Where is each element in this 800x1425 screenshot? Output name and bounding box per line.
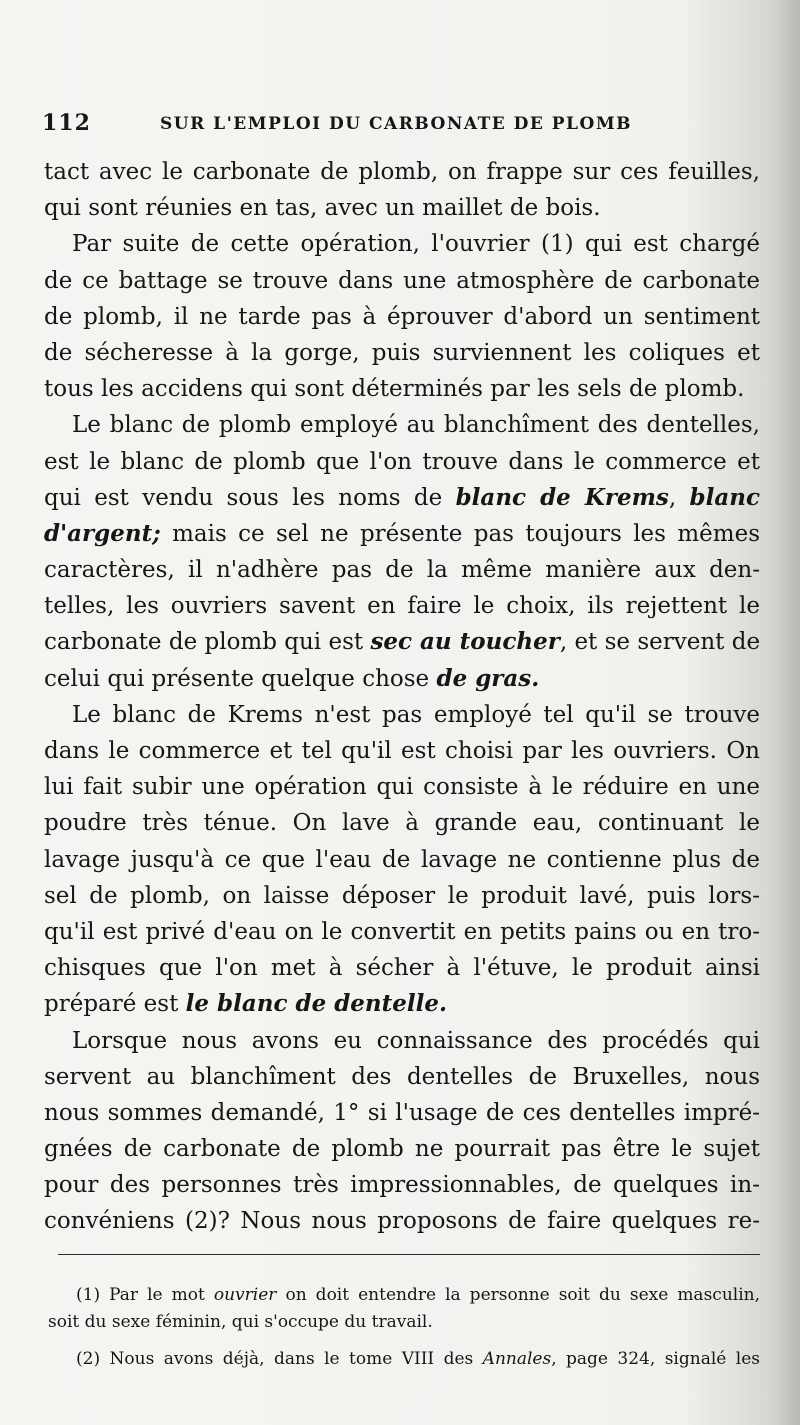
- text-line: servent au blanchîment des dentelles de Bruxelles, nous: [44, 1063, 760, 1090]
- italic-term: blanc de Krems: [455, 483, 669, 511]
- text-line: convéniens (2)? Nous nous proposons de faire quelques re-: [44, 1208, 760, 1235]
- text-line: [44, 516, 760, 552]
- paragraph-start-line: Le blanc de Krems n'est pas employé tel qu'il se trouve: [72, 701, 760, 728]
- text-run: celui qui présente quelque chose: [44, 665, 437, 692]
- text-run: (2) Nous avons déjà, dans le tome VIII des: [76, 1349, 483, 1369]
- text-run: ,: [668, 484, 690, 511]
- italic-term: d'argent;: [44, 519, 161, 547]
- italic-term: Annales: [482, 1349, 552, 1369]
- text-run: carbonate de plomb qui est: [44, 629, 371, 656]
- text-line: nous sommes demandé, 1° si l'usage de ces dentelles impré-: [44, 1099, 760, 1126]
- text-line: [44, 661, 760, 697]
- text-line: [44, 986, 760, 1022]
- italic-term: sec au toucher: [370, 628, 560, 656]
- paragraph-start-line: Par suite de cette opération, l'ouvrier (1) qui est chargé: [72, 231, 760, 258]
- footnote-1-continued: soit du sexe féminin, qui s'occupe du travail.: [48, 1312, 433, 1332]
- text-run: préparé est: [44, 991, 186, 1018]
- text-line: de plomb, il ne tarde pas à éprouver d'abord un sentiment: [44, 303, 760, 330]
- text-line: sel de plomb, on laisse déposer le produit lavé, puis lors-: [44, 882, 760, 909]
- text-line: pour des personnes très impressionnables, de quelques in-: [44, 1172, 760, 1199]
- italic-term: ouvrier: [213, 1285, 277, 1305]
- footnotes: [48, 1282, 760, 1373]
- body-text: [44, 154, 760, 1240]
- text-line: gnées de carbonate de plomb ne pourrait pas être le sujet: [44, 1136, 760, 1163]
- text-line: chisques que l'on met à sécher à l'étuve, le produit ainsi: [44, 955, 760, 982]
- text-run: , et se servent de: [559, 629, 760, 656]
- text-run: on doit entendre la personne soit du sexe masculin,: [276, 1285, 760, 1305]
- text-line: tact avec le carbonate de plomb, on frappe sur ces feuilles,: [44, 159, 760, 185]
- text-line: telles, les ouvriers savent en faire le choix, ils rejettent le: [44, 593, 760, 620]
- italic-term: blanc: [689, 483, 760, 511]
- text-line: lavage jusqu'à ce que l'eau de lavage ne contienne plus de: [44, 846, 760, 873]
- running-head: [42, 110, 758, 140]
- text-line: de sécheresse à la gorge, puis surviennent les coliques et: [44, 339, 760, 366]
- text-run: (1) Par le mot: [76, 1285, 214, 1305]
- text-run: , page 324, signalé les: [551, 1349, 760, 1369]
- text-line: de ce battage se trouve dans une atmosphère de carbonate: [44, 267, 760, 294]
- text-line: qui sont réunies en tas, avec un maillet de bois.: [44, 195, 601, 222]
- paragraph-start-line: Lorsque nous avons eu connaissance des procédés qui: [72, 1027, 760, 1054]
- running-title: SUR L'EMPLOI DU CARBONATE DE PLOMB: [160, 114, 632, 134]
- text-line: [44, 480, 760, 516]
- text-line: qu'il est privé d'eau on le convertit en petits pains ou en tro-: [44, 918, 760, 945]
- footnote-divider: [58, 1254, 760, 1255]
- text-run: mais ce sel ne présente pas toujours les mêmes: [160, 520, 760, 547]
- text-line: poudre très ténue. On lave à grande eau, continuant le: [44, 810, 760, 837]
- page-number: 112: [42, 110, 91, 136]
- text-line: tous les accidens qui sont déterminés par les sels de plomb.: [44, 376, 745, 403]
- text-line: dans le commerce et tel qu'il est choisi par les ouvriers. On: [44, 738, 760, 764]
- footnote-1: [48, 1282, 760, 1309]
- italic-term: de gras.: [436, 664, 540, 692]
- text-line: est le blanc de plomb que l'on trouve dans le commerce et: [44, 448, 760, 475]
- text-line: lui fait subir une opération qui consiste à le réduire en une: [44, 774, 760, 801]
- footnote-gap: [48, 1336, 760, 1346]
- text-line: [44, 624, 760, 660]
- text-line: caractères, il n'adhère pas de la même manière aux den-: [44, 557, 760, 584]
- text-run: qui est vendu sous les noms de: [44, 484, 456, 511]
- paragraph-start-line: Le blanc de plomb employé au blanchîment des dentelles,: [72, 412, 760, 439]
- italic-term: le blanc de dentelle.: [185, 990, 448, 1018]
- footnote-2: [48, 1346, 760, 1373]
